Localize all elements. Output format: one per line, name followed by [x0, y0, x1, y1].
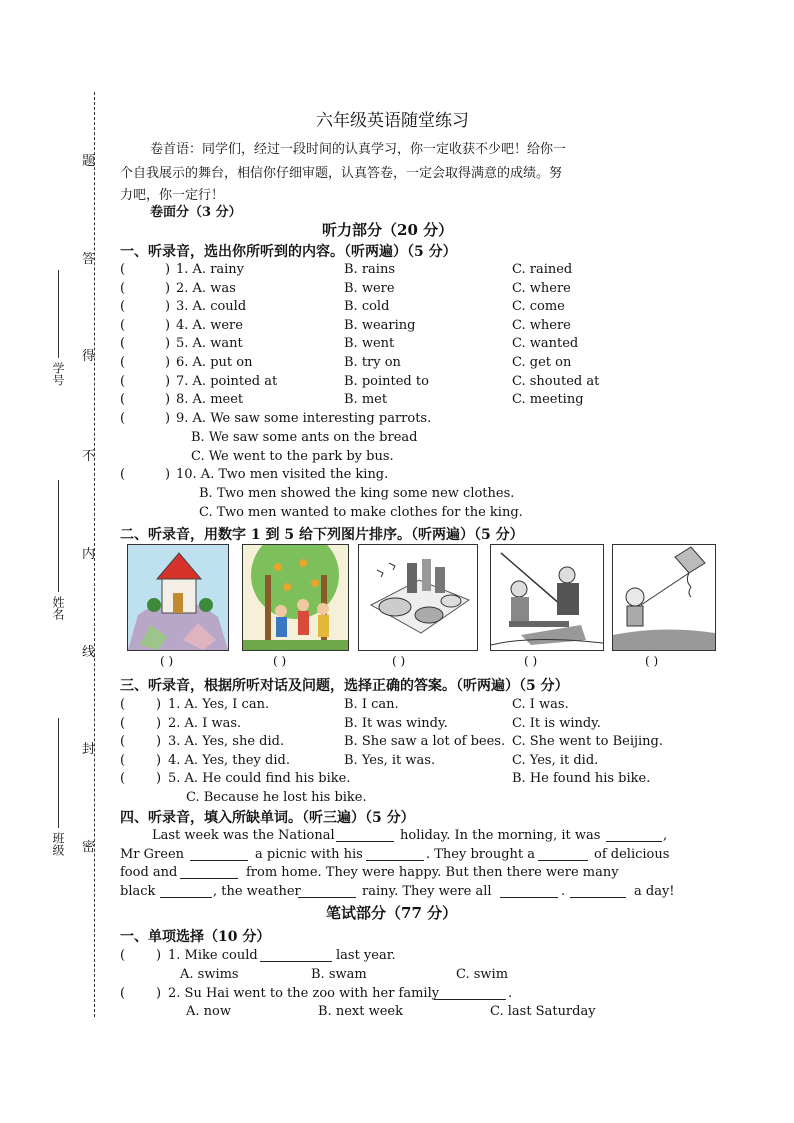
- p3-q2-option-c: C. It is windy.: [512, 715, 601, 731]
- q9-option-a: 9. A. We saw some interesting parrots.: [176, 411, 432, 426]
- q10-paren-open: (: [120, 467, 126, 482]
- picture-men-fishing: [490, 544, 604, 651]
- p3-q2-paren-close: ): [156, 715, 162, 731]
- p1-q4-option-c: C. where: [512, 317, 571, 333]
- p1-q1-paren-close: ): [165, 262, 171, 277]
- p1-q8-paren-close: ): [165, 392, 171, 408]
- q9-option-c: C. We went to the park by bus.: [191, 449, 394, 464]
- p1-q2-paren-close: ): [165, 280, 171, 296]
- p1-q2-paren-open: (: [120, 280, 126, 296]
- mc2-option-b: B. next week: [318, 1004, 403, 1019]
- cloze-period: .: [561, 884, 566, 899]
- cloze-text: holiday. In the morning, it was: [400, 828, 601, 843]
- p1-q1-paren-open: (: [120, 262, 126, 277]
- cloze-text: rainy. They were all: [362, 884, 492, 899]
- p1-q7-option-b: B. pointed to: [344, 373, 429, 389]
- cloze-text: , the weather: [213, 884, 301, 899]
- seal-char: 密: [82, 840, 96, 855]
- cloze-text: from home. They were happy. But then there were many: [246, 865, 619, 880]
- neatness-score: 卷面分（3 分）: [150, 205, 242, 220]
- p1-q8-option-a: 8. A. meet: [176, 392, 244, 408]
- cloze-blank-8[interactable]: [298, 885, 356, 898]
- class-field[interactable]: [58, 718, 59, 828]
- p3-q4-paren-open: (: [120, 752, 126, 768]
- q9-paren-open: (: [120, 411, 126, 426]
- picture-5-answer[interactable]: ( ): [645, 654, 659, 668]
- p3-q3-paren-open: (: [120, 734, 126, 750]
- picture-2-answer[interactable]: ( ): [273, 654, 287, 668]
- p1-q5-paren-close: ): [165, 336, 171, 352]
- p1-q6-option-c: C. get on: [512, 355, 572, 370]
- cloze-text: black: [120, 884, 156, 899]
- p3q5-paren-close: ): [156, 771, 162, 786]
- picture-1-answer[interactable]: ( ): [160, 654, 174, 668]
- seal-char: 内: [82, 547, 96, 562]
- p1-q6-paren-open: (: [120, 355, 126, 370]
- listening-part3-heading: 三、听录音，根据所听对话及问题，选择正确的答案。（听两遍）（5 分）: [120, 678, 569, 694]
- mc2-option-a: A. now: [186, 1004, 231, 1019]
- written-section-title: 笔试部分（77 分）: [326, 904, 458, 922]
- p1-q8-option-c: C. meeting: [512, 392, 584, 408]
- cloze-blank-9[interactable]: [500, 885, 558, 898]
- p1-q4-option-b: B. wearing: [344, 317, 416, 333]
- p1-q2-option-c: C. where: [512, 280, 571, 296]
- cloze-blank-4[interactable]: [366, 848, 424, 861]
- mc1-option-c: C. swim: [456, 967, 509, 982]
- picture-picking-fruit: [242, 544, 349, 651]
- p3-q2-option-b: B. It was windy.: [344, 715, 448, 731]
- mc2-paren-open: (: [120, 986, 126, 1001]
- p1-q4-paren-close: ): [165, 317, 171, 333]
- seal-char: 线: [82, 645, 96, 660]
- p3-q3-option-a: 3. A. Yes, she did.: [168, 734, 285, 750]
- p1-q2-option-a: 2. A. was: [176, 280, 236, 296]
- seal-char: 题: [82, 154, 96, 169]
- seal-char: 得: [82, 349, 96, 364]
- p3q5-option-c: C. Because he lost his bike.: [186, 790, 367, 805]
- p3-q1-paren-close: ): [156, 697, 162, 712]
- picture-boy-flying-kite: [612, 544, 716, 651]
- p1-q3-paren-open: (: [120, 299, 126, 315]
- p3q5-option-a: 5. A. He could find his bike.: [168, 771, 351, 786]
- cloze-blank-2[interactable]: [606, 829, 662, 842]
- cloze-text: food and: [120, 865, 178, 880]
- p1-q5-paren-open: (: [120, 336, 126, 352]
- seal-char: 不: [82, 449, 96, 464]
- q10-option-c: C. Two men wanted to make clothes for the king.: [199, 505, 523, 520]
- picture-picnic-food: [358, 544, 478, 651]
- mc2-paren-close: ): [156, 986, 162, 1001]
- mc1-option-a: A. swims: [180, 967, 239, 982]
- cloze-blank-6[interactable]: [180, 866, 238, 879]
- p3-q1-paren-open: (: [120, 697, 126, 712]
- picture-house-on-hill: [127, 544, 229, 651]
- p1-q1-option-b: B. rains: [344, 262, 395, 277]
- q9-option-b: B. We saw some ants on the bread: [191, 430, 418, 445]
- class-label: 班级: [51, 832, 65, 856]
- listening-section-title: 听力部分（20 分）: [322, 221, 454, 239]
- p3-q3-option-c: C. She went to Beijing.: [512, 734, 664, 750]
- intro-line-2: 个自我展示的舞台，相信你仔细审题，认真答卷，一定会取得满意的成绩。努: [120, 166, 563, 181]
- p1-q7-option-c: C. shouted at: [512, 373, 600, 389]
- p1-q8-paren-open: (: [120, 392, 126, 408]
- cloze-comma: ,: [663, 828, 668, 843]
- cloze-text: Last week was the National: [152, 828, 335, 843]
- p1-q1-option-a: 1. A. rainy: [176, 262, 245, 277]
- listening-part1-heading: 一、听录音，选出你所听到的内容。（听两遍）（5 分）: [120, 244, 457, 260]
- listening-part2-heading: 二、听录音，用数字 1 到 5 给下列图片排序。（听两遍）（5 分）: [120, 527, 524, 543]
- p3-q4-option-b: B. Yes, it was.: [344, 752, 436, 768]
- p1-q3-option-a: 3. A. could: [176, 299, 247, 315]
- mc1-question-end: last year.: [336, 948, 396, 963]
- q10-option-a: 10. A. Two men visited the king.: [176, 467, 389, 482]
- p1-q6-option-a: 6. A. put on: [176, 355, 253, 370]
- p3-q1-option-b: B. I can.: [344, 697, 399, 712]
- mc1-paren-close: ): [156, 948, 162, 963]
- p3-q2-option-a: 2. A. I was.: [168, 715, 242, 731]
- name-label: 姓名: [51, 596, 65, 620]
- intro-line-1: 卷首语：同学们，经过一段时间的认真学习，你一定收获不少吧！给你一: [150, 142, 567, 157]
- cloze-text: a day!: [634, 884, 675, 899]
- p1-q3-paren-close: ): [165, 299, 171, 315]
- p3-q4-paren-close: ): [156, 752, 162, 768]
- picture-4-answer[interactable]: ( ): [524, 654, 538, 668]
- seal-char: 封: [82, 742, 96, 757]
- p1-q7-option-a: 7. A. pointed at: [176, 373, 278, 389]
- p3-q3-option-b: B. She saw a lot of bees.: [344, 734, 506, 750]
- mc2-period: .: [508, 986, 513, 1001]
- mc1-blank[interactable]: [260, 949, 332, 962]
- q10-option-b: B. Two men showed the king some new clothes.: [199, 486, 515, 501]
- p1-q5-option-a: 5. A. want: [176, 336, 243, 352]
- cloze-blank-3[interactable]: [190, 848, 248, 861]
- p1-q3-option-c: C. come: [512, 299, 565, 315]
- q9-paren-close: ): [165, 411, 171, 426]
- p1-q3-option-b: B. cold: [344, 299, 390, 315]
- p3-q2-paren-open: (: [120, 715, 126, 731]
- cloze-text: Mr Green: [120, 847, 185, 862]
- name-field[interactable]: [58, 480, 59, 592]
- p1-q5-option-b: B. went: [344, 336, 395, 352]
- p3q5-paren-open: (: [120, 771, 126, 786]
- listening-part4-heading: 四、听录音，填入所缺单词。（听三遍）（5 分）: [120, 810, 415, 826]
- p1-q4-paren-open: (: [120, 317, 126, 333]
- cloze-blank-5[interactable]: [538, 848, 588, 861]
- cloze-text: a picnic with his: [255, 847, 363, 862]
- student-number-label: 学号: [51, 362, 65, 386]
- intro-line-3: 力吧，你一定行！: [120, 188, 225, 203]
- mc2-blank[interactable]: [434, 987, 506, 1000]
- p1-q6-option-b: B. try on: [344, 355, 401, 370]
- mc2-option-c: C. last Saturday: [490, 1004, 596, 1019]
- p3q5-option-b: B. He found his bike.: [512, 771, 651, 786]
- p1-q5-option-c: C. wanted: [512, 336, 579, 352]
- p1-q6-paren-close: ): [165, 355, 171, 370]
- p1-q7-paren-close: ): [165, 373, 171, 389]
- mc1-question: 1. Mike could: [168, 948, 258, 963]
- cloze-blank-1[interactable]: [336, 829, 394, 842]
- p1-q1-option-c: C. rained: [512, 262, 573, 277]
- p3-q3-paren-close: ): [156, 734, 162, 750]
- p1-q8-option-b: B. met: [344, 392, 388, 408]
- p1-q4-option-a: 4. A. were: [176, 317, 243, 333]
- q10-paren-close: ): [165, 467, 171, 482]
- written-part1-heading: 一、单项选择（10 分）: [120, 929, 271, 945]
- picture-3-answer[interactable]: ( ): [392, 654, 406, 668]
- p3-q4-option-a: 4. A. Yes, they did.: [168, 752, 290, 768]
- p1-q7-paren-open: (: [120, 373, 126, 389]
- cloze-text: of delicious: [594, 847, 670, 862]
- student-number-field[interactable]: [58, 270, 59, 358]
- mc1-paren-open: (: [120, 948, 126, 963]
- p3-q1-option-c: C. I was.: [512, 697, 569, 712]
- cloze-text: . They brought a: [426, 847, 536, 862]
- mc1-option-b: B. swam: [311, 967, 367, 982]
- p1-q2-option-b: B. were: [344, 280, 395, 296]
- mc2-question: 2. Su Hai went to the zoo with her family: [168, 986, 440, 1001]
- cloze-blank-7[interactable]: [160, 885, 212, 898]
- cloze-blank-10[interactable]: [570, 885, 626, 898]
- seal-char: 答: [82, 252, 96, 267]
- p3-q4-option-c: C. Yes, it did.: [512, 752, 599, 768]
- page-title: 六年级英语随堂练习: [316, 111, 469, 131]
- p3-q1-option-a: 1. A. Yes, I can.: [168, 697, 270, 712]
